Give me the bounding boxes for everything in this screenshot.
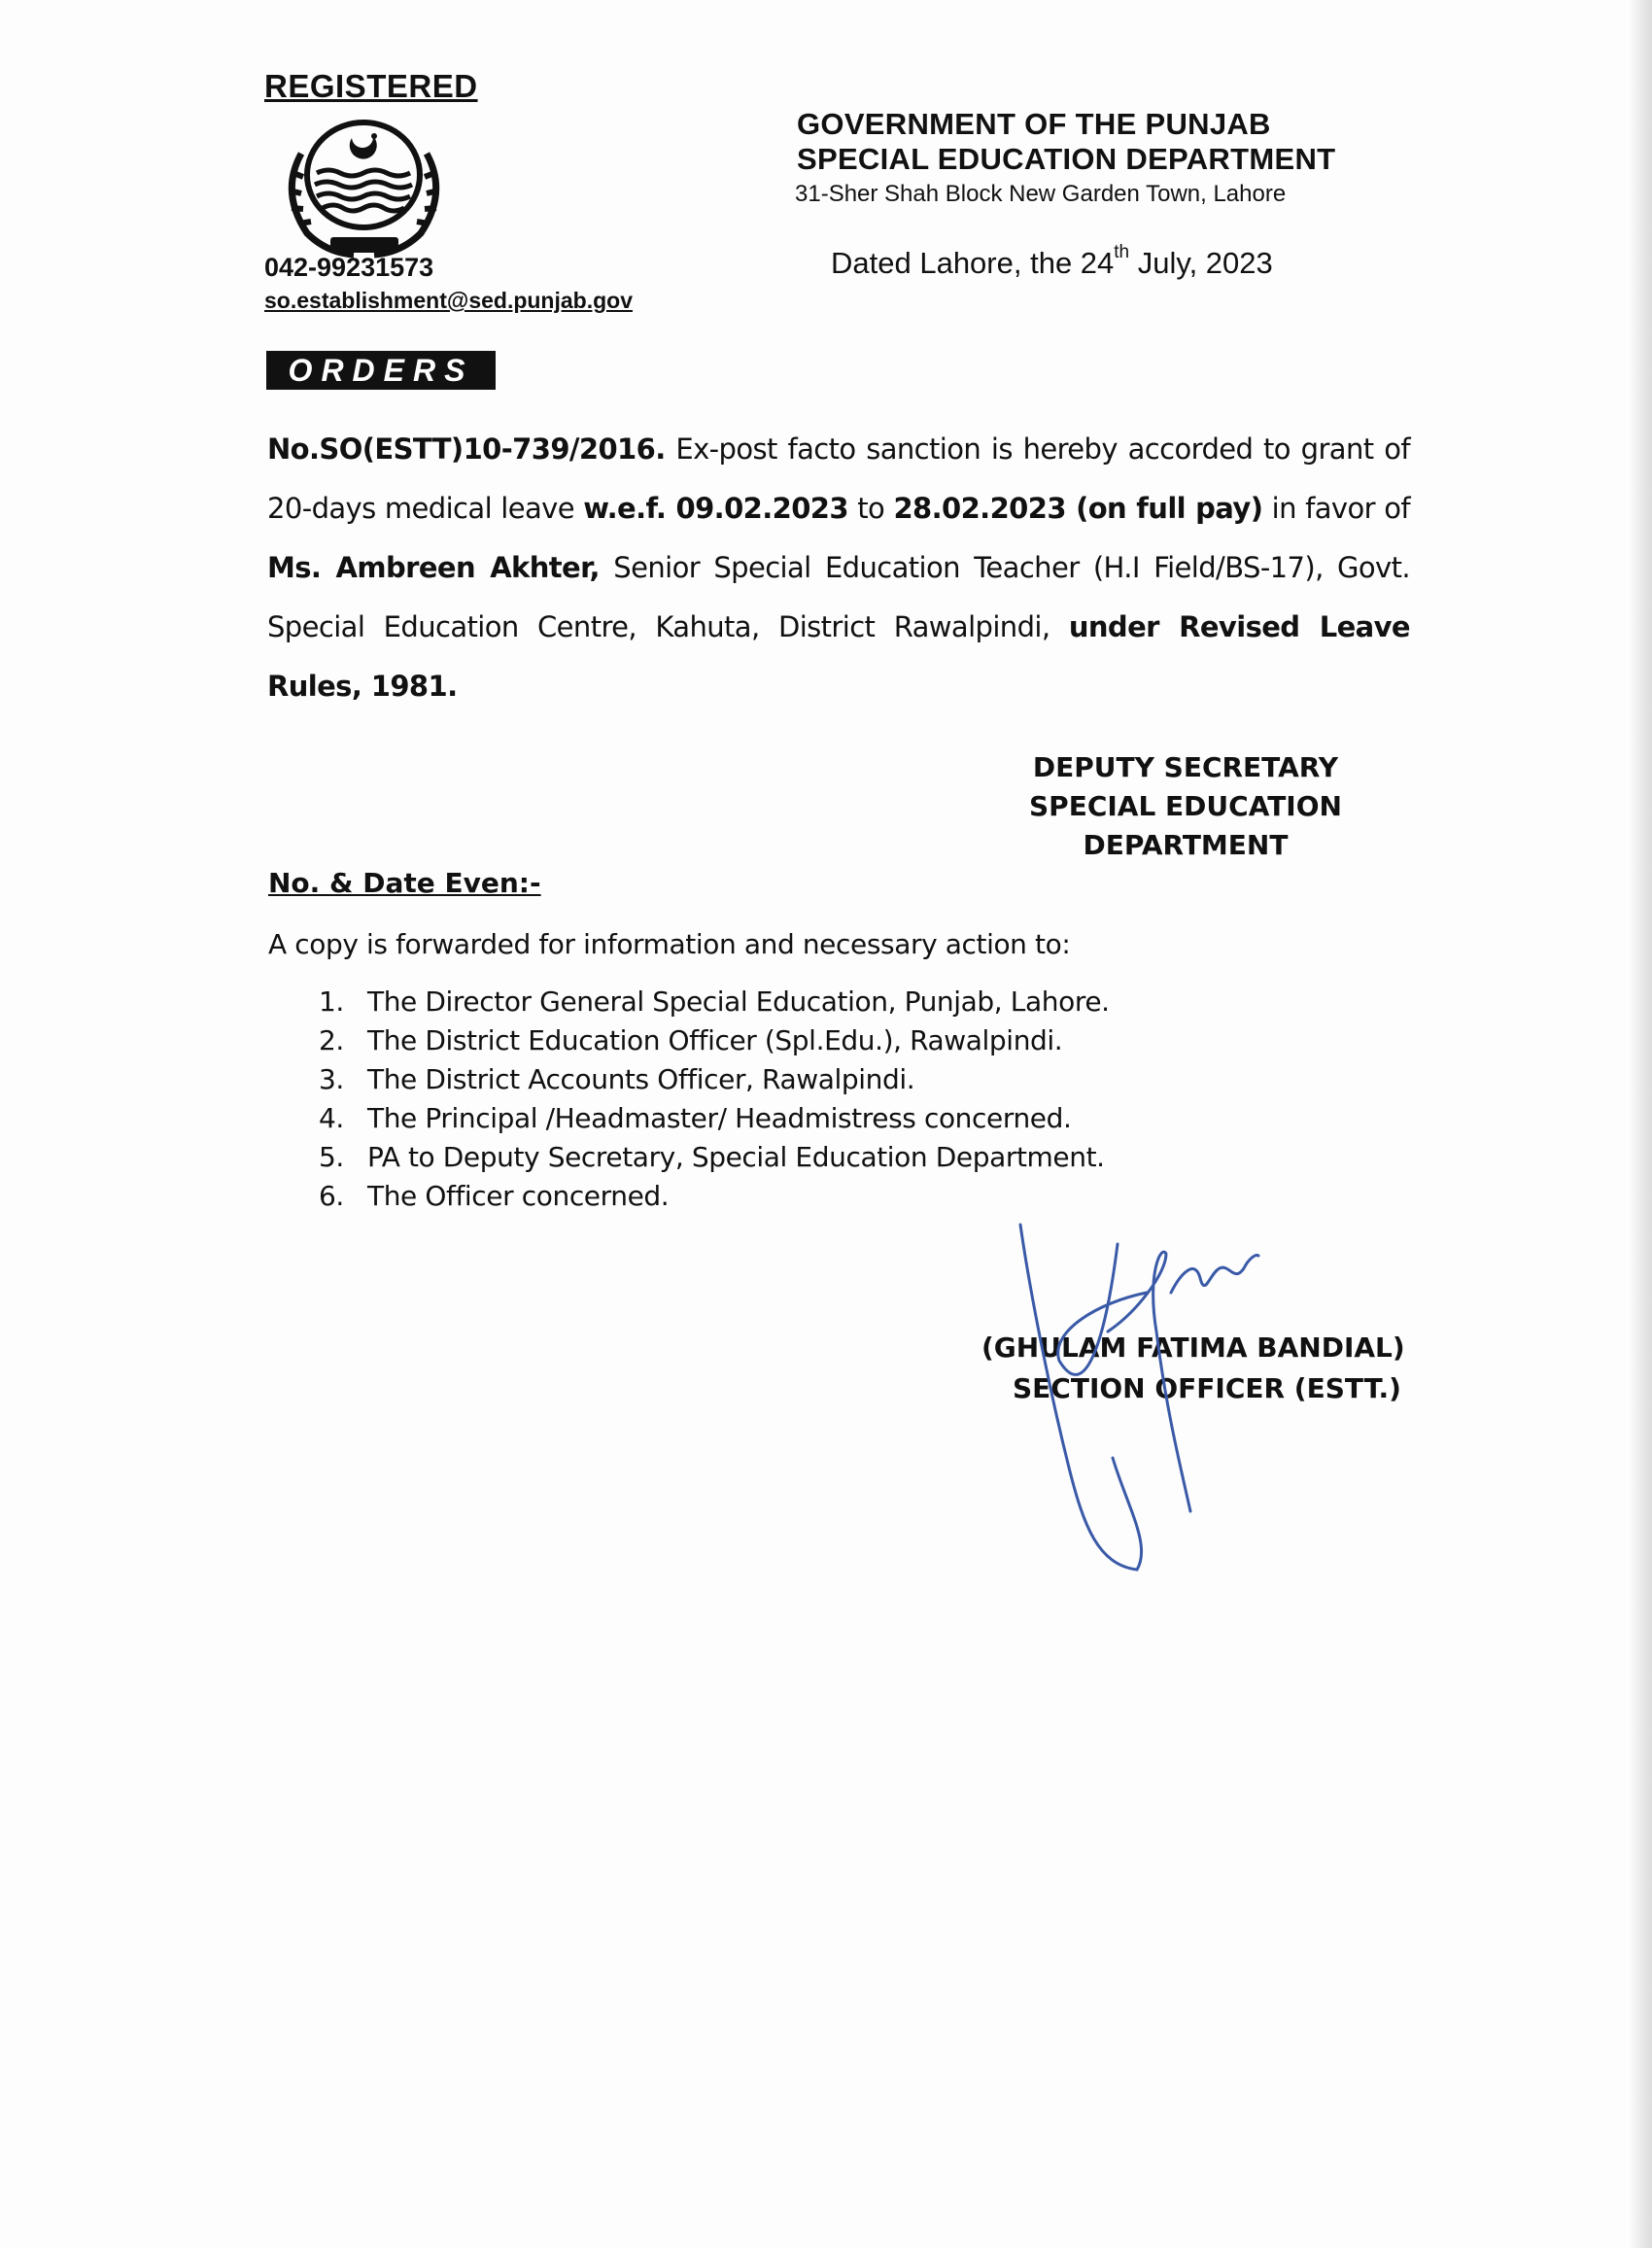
leave-start-date: w.e.f. 09.02.2023 bbox=[583, 492, 848, 525]
dated-prefix: Dated Lahore, the 24 bbox=[831, 246, 1115, 280]
punjab-government-emblem-icon bbox=[274, 115, 454, 265]
employee-name: Ms. Ambreen Akhter, bbox=[267, 551, 600, 584]
email-address[interactable]: so.establishment@sed.punjab.gov bbox=[264, 288, 633, 313]
dated-line bbox=[831, 242, 1273, 281]
handwritten-signature bbox=[991, 1215, 1273, 1584]
reference-number: No.SO(ESTT)10-739/2016. bbox=[267, 432, 666, 466]
list-number: 1. bbox=[319, 986, 344, 1018]
dated-suffix: July, 2023 bbox=[1129, 246, 1273, 280]
list-number: 3. bbox=[319, 1063, 344, 1095]
deputy-line-3: DEPARTMENT bbox=[1083, 829, 1289, 861]
forward-text: A copy is forwarded for information and necessary action to: bbox=[268, 928, 1071, 960]
body-text-2: in favor of bbox=[1262, 492, 1410, 525]
list-item bbox=[319, 1021, 1110, 1060]
phone-number: 042-99231573 bbox=[264, 253, 434, 282]
list-number: 5. bbox=[319, 1141, 344, 1173]
list-item bbox=[319, 983, 1110, 1021]
list-number: 6. bbox=[319, 1180, 344, 1212]
body-text-3: Senior Special Education Teacher (H.I Field/BS-17), Govt. Special Education Centre, Kahuta, District Rawalpindi, bbox=[267, 551, 1410, 643]
list-text: PA to Deputy Secretary, Special Education Department. bbox=[367, 1141, 1105, 1173]
list-text: The Director General Special Education, Punjab, Lahore. bbox=[367, 986, 1110, 1018]
orders-heading: ORDERS bbox=[266, 351, 496, 390]
list-item bbox=[319, 1177, 1110, 1216]
body-text-1: Ex-post facto sanction is hereby accorded to grant of 20-days medical leave bbox=[267, 432, 1410, 525]
department-address: 31-Sher Shah Block New Garden Town, Lahore bbox=[795, 181, 1287, 207]
deputy-line-1: DEPUTY SECRETARY bbox=[1032, 751, 1339, 783]
number-date-even: No. & Date Even:- bbox=[268, 867, 541, 899]
leave-rules: under Revised Leave Rules, 1981. bbox=[267, 610, 1410, 703]
dated-ordinal: th bbox=[1114, 242, 1130, 262]
list-item bbox=[319, 1060, 1110, 1099]
signatory-name: (GHULAM FATIMA BANDIAL) bbox=[981, 1332, 1405, 1364]
list-item bbox=[319, 1138, 1110, 1177]
deputy-secretary-block bbox=[991, 748, 1380, 865]
list-text: The District Accounts Officer, Rawalpindi. bbox=[367, 1063, 915, 1095]
government-heading: GOVERNMENT OF THE PUNJAB bbox=[797, 107, 1271, 141]
list-text: The Officer concerned. bbox=[367, 1180, 670, 1212]
paper-edge-shadow bbox=[1627, 0, 1652, 2248]
leave-end-date: 28.02.2023 (on full pay) bbox=[893, 492, 1263, 525]
signatory-title: SECTION OFFICER (ESTT.) bbox=[1013, 1372, 1401, 1404]
order-body bbox=[267, 420, 1410, 716]
registered-label: REGISTERED bbox=[264, 68, 478, 104]
copy-list bbox=[319, 983, 1110, 1216]
deputy-line-2: SPECIAL EDUCATION bbox=[1029, 790, 1342, 822]
list-text: The Principal /Headmaster/ Headmistress concerned. bbox=[367, 1102, 1072, 1134]
department-heading: SPECIAL EDUCATION DEPARTMENT bbox=[797, 142, 1336, 176]
list-number: 4. bbox=[319, 1102, 344, 1134]
body-text-to: to bbox=[847, 492, 894, 525]
list-text: The District Education Officer (Spl.Edu.), Rawalpindi. bbox=[367, 1024, 1063, 1056]
list-item bbox=[319, 1099, 1110, 1138]
list-number: 2. bbox=[319, 1024, 344, 1056]
